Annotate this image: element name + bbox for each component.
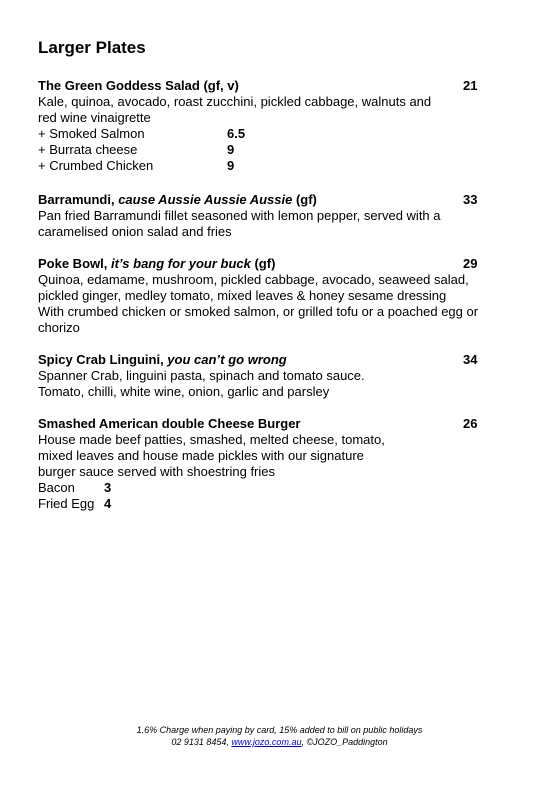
addon-label: + Crumbed Chicken: [38, 158, 154, 173]
page-title: Larger Plates: [38, 38, 146, 57]
dish-description-line: red wine vinaigrette: [38, 110, 151, 125]
addon-price: 9: [227, 158, 235, 173]
dish-tagline: you can’t go wrong: [167, 352, 287, 367]
dish-heading: [38, 352, 488, 368]
addon-label: + Smoked Salmon: [38, 126, 145, 141]
website-link[interactable]: www.jozo.com.au: [231, 737, 302, 747]
dish-name: Poke Bowl,: [38, 256, 111, 271]
dish-price: 33: [463, 192, 478, 207]
addon-item: [38, 158, 488, 174]
dish-diet-note: (gf): [292, 192, 317, 207]
dish-description-line: caramelised onion salad and fries: [38, 224, 232, 239]
addon-item: [38, 480, 488, 496]
dish-heading: [38, 192, 488, 208]
social-handle: , ©JOZO_Paddington: [301, 737, 388, 747]
addon-label: Fried Egg: [38, 496, 95, 511]
dish-cheese-burger: [38, 416, 488, 512]
dish-price: 21: [463, 78, 478, 93]
dish-description-line: burger sauce served with shoestring fries: [38, 464, 276, 479]
dish-name: Spicy Crab Linguini,: [38, 352, 168, 367]
dish-description-line: mixed leaves and house made pickles with our signature: [38, 448, 364, 463]
dish-description-line: chorizo: [38, 320, 80, 335]
dish-name: Smashed American double Cheese Burger: [38, 416, 301, 431]
dish-heading: [38, 256, 488, 272]
dish-barramundi: [38, 192, 488, 240]
dish-description-line: Spanner Crab, linguini pasta, spinach and tomato sauce.: [38, 368, 365, 383]
dish-green-goddess-salad: [38, 78, 488, 174]
dish-description-line: pickled ginger, medley tomato, mixed leaves & honey sesame dressing: [38, 288, 447, 303]
dish-tagline: it’s bang for your buck: [110, 256, 251, 271]
addon-label: Bacon: [38, 480, 75, 495]
addon-item: [38, 496, 488, 512]
addon-item: [38, 126, 488, 142]
dish-spicy-crab-linguini: [38, 352, 488, 400]
dish-description-line: Pan fried Barramundi fillet seasoned with lemon pepper, served with a: [38, 208, 441, 223]
dish-name: Barramundi,: [38, 192, 119, 207]
phone-number: 02 9131 8454,: [171, 737, 232, 747]
dish-description-line: Tomato, chilli, white wine, onion, garlic and parsley: [38, 384, 330, 399]
dish-price: 34: [463, 352, 478, 367]
dish-heading: [38, 416, 488, 432]
dish-description-line: Kale, quinoa, avocado, roast zucchini, pickled cabbage, walnuts and: [38, 94, 432, 109]
dish-description-line: Quinoa, edamame, mushroom, pickled cabbage, avocado, seaweed salad,: [38, 272, 469, 287]
footer-note: [0, 724, 559, 748]
dish-price: 26: [463, 416, 478, 431]
addon-label: + Burrata cheese: [38, 142, 138, 157]
dish-heading: [38, 78, 488, 94]
contact-line: [0, 736, 559, 748]
dish-poke-bowl: [38, 256, 488, 336]
addon-price: 9: [227, 142, 235, 157]
addon-price: 4: [104, 496, 112, 511]
dish-name: The Green Goddess Salad (gf, v): [38, 78, 239, 93]
dish-description-line: With crumbed chicken or smoked salmon, or grilled tofu or a poached egg or: [38, 304, 479, 319]
dish-price: 29: [463, 256, 478, 271]
surcharge-note: 1.6% Charge when paying by card, 15% added to bill on public holidays: [136, 725, 423, 735]
dish-description-line: House made beef patties, smashed, melted cheese, tomato,: [38, 432, 385, 447]
addon-price: 3: [104, 480, 112, 495]
addon-price: 6.5: [227, 126, 246, 141]
dish-tagline: cause Aussie Aussie Aussie: [118, 192, 293, 207]
dish-diet-note: (gf): [250, 256, 276, 271]
addon-item: [38, 142, 488, 158]
